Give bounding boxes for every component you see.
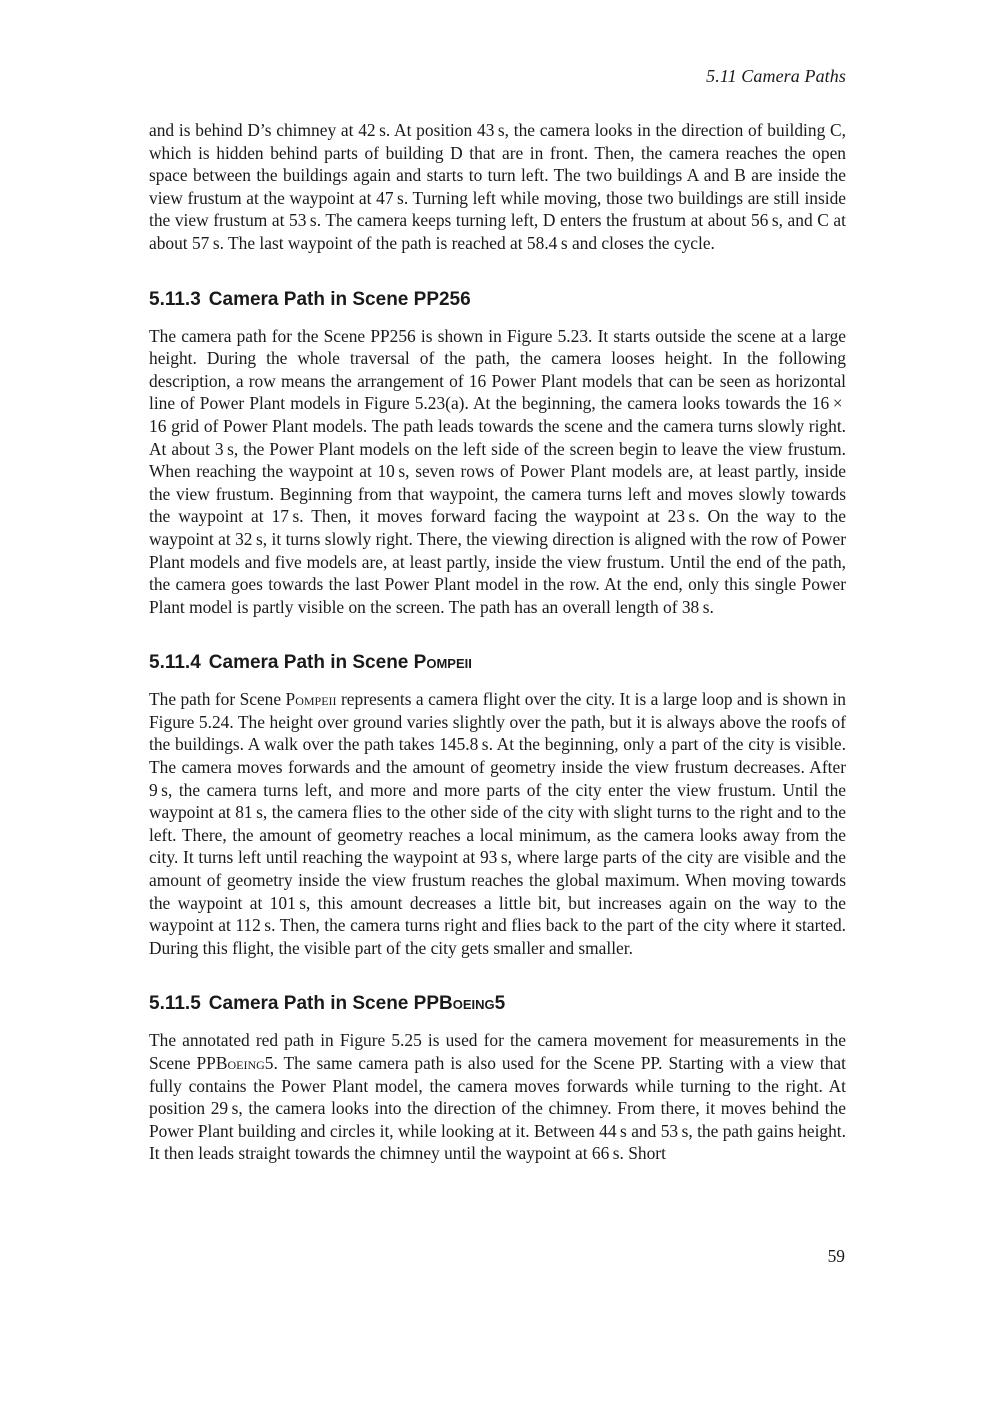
section-title: Camera Path in Scene <box>208 652 414 674</box>
section-heading-5-11-4 <box>149 651 846 675</box>
paragraph-text: The path for Scene <box>149 689 286 710</box>
running-header: 5.11 Camera Paths <box>706 66 846 86</box>
paragraph-text: The annotated red path in Figure 5.25 is used for the camera movement for measurements in the Scene PPB <box>149 1030 846 1073</box>
paragraph-ppboeing5 <box>149 1029 846 1165</box>
paragraph-pp256: The camera path for the Scene PP256 is shown in Figure 5.23. It starts outside the scene at a large height. During the whole traversal of the path, the camera looses height. In the following description, a row means the arrangement of 16 Power Plant models that can be seen as horizontal line of Power Plant models in Figure 5.23(a). At the beginning, the camera looks towards the 16 × 16 grid of Power Plant models. The path leads towards the scene and the camera turns slowly right. At about 3 s, the Power Plant models on the left side of the screen begin to leave the view frustum. When reaching the waypoint at 10 s, seven rows of Power Plant models are, at least partly, inside the view frustum. Beginning from that waypoint, the camera turns left and moves slowly towards the waypoint at 17 s. Then, it moves forward facing the waypoint at 23 s. On the way to the waypoint at 32 s, it turns slowly right. There, the viewing direction is aligned with the row of Power Plant models and five models are, at least partly, inside the view frustum. Until the end of the path, the camera goes towards the last Power Plant model in the row. At the end, only this single Power Plant model is partly visible on the screen. The path has an overall length of 38 s. <box>149 325 846 617</box>
page-number: 59 <box>827 1246 845 1266</box>
scene-name-smallcaps: Pompeii <box>285 689 337 710</box>
section-number: 5.11.4 <box>149 652 201 674</box>
section-heading-5-11-3 <box>149 288 846 312</box>
section-title-smallcaps: oeing <box>452 993 495 1015</box>
section-title: Camera Path in Scene PP256 <box>208 288 471 310</box>
page-body <box>149 119 846 1165</box>
section-heading-5-11-5 <box>149 992 846 1016</box>
paragraph-text: represents a camera flight over the city. It is a large loop and is shown in Figure 5.24. The height over ground varies slightly over the path, but it is always above the roofs of the buildings. A walk over the path takes 145.8 s. At the beginning, only a part of the city is visible. The camera moves forwards and the amount of geometry inside the view frustum decreases. After 9 s, the camera turns left, and more and more parts of the city enter the view frustum. Until the waypoint at 81 s, the camera flies to the other side of the city with slight turns to the right and to the left. There, the amount of geometry reaches a local minimum, as the camera looks away from the city. It turns left until reaching the waypoint at 93 s, where large parts of the city are visible and the amount of geometry inside the view frustum reaches the global maximum. When moving towards the waypoint at 101 s, this amount decreases a little bit, but increases again on the way to the waypoint at 112 s. Then, the camera turns right and flies back to the part of the city where it started. During this flight, the visible part of the city gets smaller and smaller. <box>149 689 846 958</box>
section-number: 5.11.3 <box>149 288 201 310</box>
section-number: 5.11.5 <box>149 993 201 1015</box>
paragraph-continuation: and is behind D’s chimney at 42 s. At position 43 s, the camera looks in the direction of building C, which is hidden behind parts of building D that are in front. Then, the camera reaches the open space between the buildings again and starts to turn left. The two buildings A and B are inside the view frustum at the waypoint at 47 s. Turning left while moving, those two buildings are still inside the view frustum at 53 s. The camera keeps turning left, D enters the frustum at about 56 s, and C at about 57 s. The last waypoint of the path is reached at 58.4 s and closes the cycle. <box>149 120 846 253</box>
section-title-suffix: 5 <box>494 993 506 1015</box>
scene-name-smallcaps: oeing <box>227 1053 265 1073</box>
paragraph-text: 5. The same camera path is also used for the Scene PP. Starting with a view that fully contains the Power Plant model, the camera moves forwards while turning to the right. At position 29 s, the camera looks into the direction of the chimney. From there, it moves behind the Power Plant building and circles it, while looking at it. Between 44 s and 53 s, the path gains height. It then leads straight towards the chimney until the waypoint at 66 s. Short <box>149 1053 846 1164</box>
paragraph-pompeii <box>149 688 846 959</box>
section-title-smallcaps: Pompeii <box>413 652 472 674</box>
section-title: Camera Path in Scene PPB <box>208 993 453 1015</box>
